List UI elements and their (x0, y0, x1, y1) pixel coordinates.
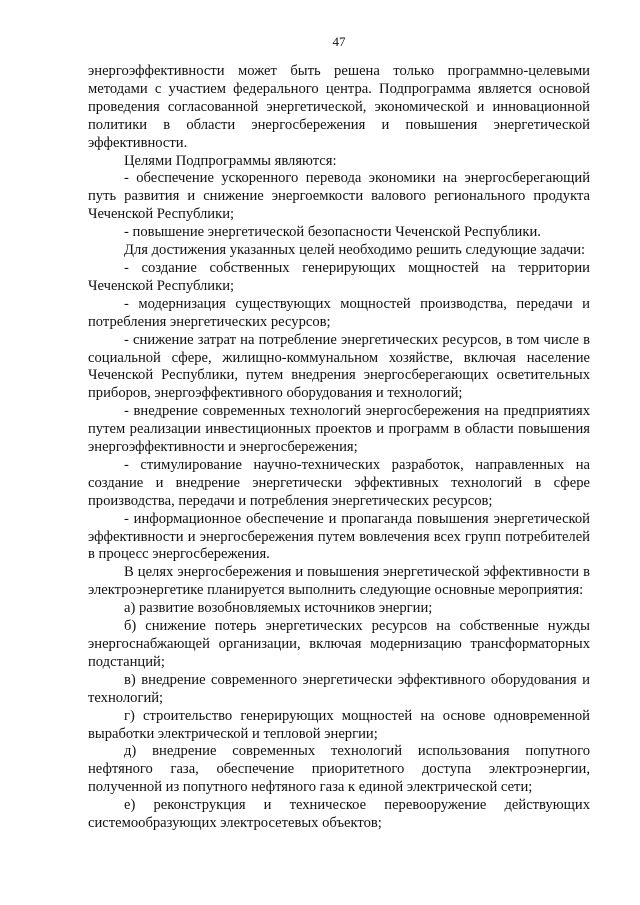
page-number: 47 (332, 34, 346, 49)
paragraph-intro-continuation: энергоэффективности может быть решена только программно-целевыми методами с участием федерального центра. Подпрограмма является основой проведения согласованной энергетической, экономической и инновационной политики в области энергосбережения и повышения энергетической эффективности. (88, 63, 590, 151)
paragraph-task-6: - информационное обеспечение и пропаганда повышения энергетической эффективности и энергосбережения путем вовлечения всех групп потребителей в процесс энергосбережения. (88, 510, 590, 563)
paragraph-measure-v: в) внедрение современного энергетически эффективного оборудования и технологий; (88, 671, 590, 706)
paragraph-goal-2: - повышение энергетической безопасности Чеченской Республики. (124, 224, 541, 241)
paragraph-measure-e: е) реконструкция и техническое перевооружение действующих системообразующих электросетевых объектов; (88, 797, 590, 832)
paragraph-measure-g: г) строительство генерирующих мощностей на основе одновременной выработки электрической и тепловой энергии; (88, 707, 590, 742)
paragraph-task-1: - создание собственных генерирующих мощностей на территории Чеченской Республики; (88, 259, 590, 294)
paragraph-task-5: - стимулирование научно-технических разработок, направленных на создание и внедрение энергетически эффективных технологий в сфере производства, передачи и потребления энергетических ресурсов; (88, 456, 590, 509)
paragraph-measure-a: а) развитие возобновляемых источников энергии; (124, 600, 433, 617)
paragraph-task-4: - внедрение современных технологий энергосбережения на предприятиях путем реализации инвестиционных проектов и программ в области повышения энергоэффективности и энергосбережения; (88, 403, 590, 456)
paragraph-tasks-heading: Для достижения указанных целей необходимо решить следующие задачи: (124, 242, 586, 259)
paragraph-measure-d: д) внедрение современных технологий использования попутного нефтяного газа, обеспечение приоритетного доступа электроэнергии, полученной из попутного нефтяного газа к единой электрической сети; (88, 743, 590, 796)
paragraph-goal-1: - обеспечение ускоренного перевода экономики на энергосберегающий путь развития и снижение энергоемкости валового регионального продукта Чеченской Республики; (88, 170, 590, 223)
paragraph-measure-b: б) снижение потерь энергетических ресурсов на собственные нужды энергоснабжающей организации, включая модернизацию трансформаторных подстанций; (88, 618, 590, 670)
paragraph-goals-heading: Целями Подпрограммы являются: (124, 152, 337, 169)
paragraph-measures-heading: В целях энергосбережения и повышения энергетической эффективности в электроэнергетике планируется выполнить следующие основные мероприятия: (88, 564, 590, 599)
paragraph-task-3: - снижение затрат на потребление энергетических ресурсов, в том числе в социальной сфере, жилищно-коммунальном хозяйстве, включая население Чеченской Республики, путем внедрения энергосберегающих осветительных приборов, энергоэффективного оборудования и технологий; (88, 331, 590, 402)
paragraph-task-2: - модернизация существующих мощностей производства, передачи и потребления энергетических ресурсов; (88, 295, 590, 330)
